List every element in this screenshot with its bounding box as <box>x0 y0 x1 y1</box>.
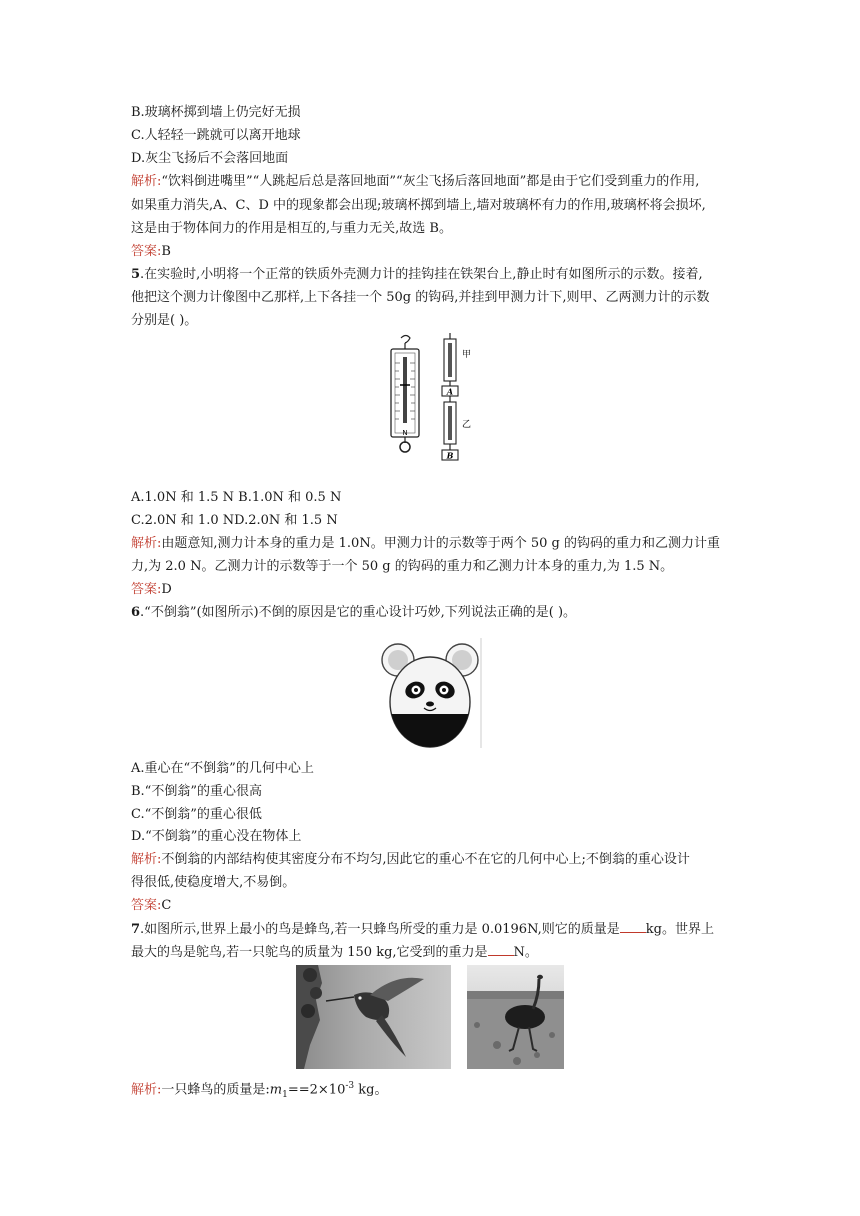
q7-explanation <box>131 1077 387 1104</box>
mass-exponent: -3 <box>345 1081 355 1091</box>
label-jia: 甲 <box>462 350 472 360</box>
nose <box>426 702 434 707</box>
q5-stem-line-2: 他把这个测力计像图中乙那样,上下各挂一个 50g 的钩码,并挂到甲测力计下,则甲、乙两测力计的示数 <box>131 290 710 305</box>
q5-explanation-line-2: 力,为 2.0 N。乙测力计的示数等于一个 50 g 的钩码的重力和乙测力计本身的重力,为 1.5 N。 <box>131 559 674 574</box>
q4-explanation-line-2: 如果重力消失,A、C、D 中的现象都会出现;玻璃杯掷到墙上,墙对玻璃杯有力的作用,玻璃杯将会损坏, <box>131 198 706 213</box>
q5-explanation-line-1 <box>131 535 720 553</box>
mass-symbol: m <box>269 1082 283 1098</box>
q5-answer <box>131 581 172 599</box>
answer-label: 答案: <box>131 244 162 259</box>
q5-options-line-2: C.2.0N 和 1.0 ND.2.0N 和 1.5 N <box>131 513 338 528</box>
spring-scale-figure <box>385 333 485 463</box>
q6-option-c: C.“不倒翁”的重心很低 <box>131 807 262 822</box>
answer-label: 答案: <box>131 582 162 597</box>
ostrich-photo <box>467 965 564 1069</box>
question-number: 6 <box>131 605 141 620</box>
q6-answer <box>131 897 171 915</box>
q7-stem-line-2 <box>131 943 538 962</box>
question-text: .在实验时,小明将一个正常的铁质外壳测力计的挂钩挂在铁架台上,静止时有如图所示的示数。接着, <box>140 267 703 282</box>
question-number: 7 <box>131 922 141 937</box>
q4-option-d: D.灰尘飞扬后不会落回地面 <box>131 151 289 166</box>
answer-value: C <box>161 898 172 913</box>
q4-option-c: C.人轻轻一跳就可以离开地球 <box>131 128 301 143</box>
explanation-label: 解析: <box>131 536 162 551</box>
q4-answer <box>131 243 171 261</box>
q5-stem-line-1 <box>131 266 703 284</box>
svg-text:B: B <box>446 450 454 461</box>
question-text: 最大的鸟是鸵鸟,若一只鸵鸟的质量为 150 kg,它受到的重力是 <box>131 945 488 960</box>
svg-text:A: A <box>446 386 454 397</box>
question-text: .如图所示,世界上最小的鸟是蜂鸟,若一只蜂鸟所受的重力是 0.0196N,则它的质量是 <box>140 922 620 937</box>
q6-option-a: A.重心在“不倒翁”的几何中心上 <box>131 761 314 776</box>
mass-value: ==2×10 <box>287 1082 346 1098</box>
ostrich-body <box>505 1005 545 1029</box>
answer-blank-mass <box>620 920 646 933</box>
explanation-label: 解析: <box>131 852 162 867</box>
question-text-tail: N。 <box>513 945 538 960</box>
ring-icon <box>400 442 410 452</box>
q7-stem-line-1 <box>131 920 714 939</box>
explanation-text: 不倒翁的内部结构使其密度分布不均匀,因此它的重心不在它的几何中心上;不倒翁的重心设计 <box>161 852 690 867</box>
q4-explanation-line-1 <box>131 173 699 191</box>
tumbler-toy-figure <box>378 628 483 750</box>
mass-subscript: 1 <box>282 1089 288 1100</box>
label-yi: 乙 <box>462 420 472 430</box>
explanation-label: 解析: <box>131 1082 162 1098</box>
explanation-text: 一只蜂鸟的质量是: <box>161 1082 270 1098</box>
q5-stem-line-3: 分别是( )。 <box>131 313 198 328</box>
q6-stem <box>131 604 576 622</box>
answer-value: B <box>161 244 171 259</box>
q6-explanation-line-2: 得很低,使稳度增大,不易倒。 <box>131 875 296 890</box>
q4-option-b: B.玻璃杯掷到墙上仍完好无损 <box>131 105 301 120</box>
q4-explanation-line-3: 这是由于物体间力的作用是相互的,与重力无关,故选 B。 <box>131 221 452 236</box>
q6-explanation-line-1 <box>131 851 690 869</box>
hummingbird-photo <box>296 965 451 1069</box>
weighted-base <box>388 714 478 750</box>
explanation-label: 解析: <box>131 174 162 189</box>
q6-option-d: D.“不倒翁”的重心没在物体上 <box>131 829 302 844</box>
explanation-text: 由题意知,测力计本身的重力是 1.0N。甲测力计的示数等于两个 50 g 的钩码的重力和乙测力计重 <box>161 536 720 551</box>
answer-value: D <box>161 582 172 597</box>
hook-icon <box>401 336 410 344</box>
mass-unit: kg。 <box>354 1082 388 1098</box>
unit-label: N <box>402 429 408 437</box>
q5-options-line-1: A.1.0N 和 1.5 N B.1.0N 和 0.5 N <box>131 490 342 505</box>
question-text: .“不倒翁”(如图所示)不倒的原因是它的重心设计巧妙,下列说法正确的是( )。 <box>140 605 577 620</box>
q6-option-b: B.“不倒翁”的重心很高 <box>131 784 262 799</box>
question-number: 5 <box>131 267 141 282</box>
answer-blank-weight <box>488 943 514 956</box>
spring-coil <box>403 357 407 423</box>
explanation-text: “饮料倒进嘴里”“人跳起后总是落回地面”“灰尘飞扬后落回地面”都是由于它们受到重力的作用, <box>161 174 700 189</box>
answer-label: 答案: <box>131 898 162 913</box>
question-text-tail: kg。世界上 <box>645 922 714 937</box>
